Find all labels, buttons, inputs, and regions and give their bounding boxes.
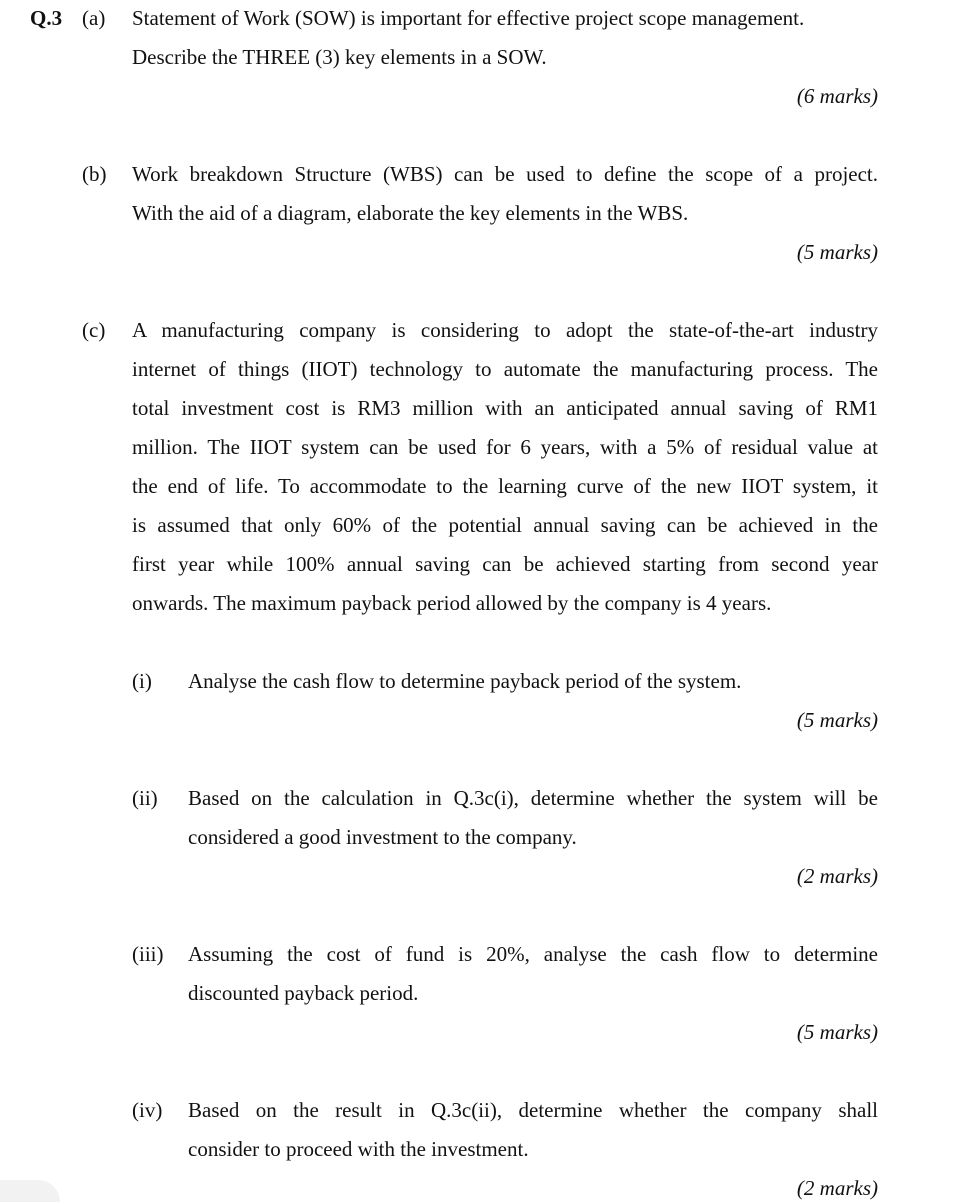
subpart-ii-label: (ii) bbox=[132, 786, 158, 810]
subpart-ii-line-1: Based on the calculation in Q.3c(i), determine whether the system will be bbox=[188, 786, 878, 810]
subpart-iv-line-2: consider to proceed with the investment. bbox=[188, 1137, 529, 1161]
page-corner-shadow bbox=[0, 1180, 60, 1202]
part-b-line-2: With the aid of a diagram, elaborate the key elements in the WBS. bbox=[132, 201, 689, 225]
subpart-i-label: (i) bbox=[132, 669, 152, 693]
part-a-line-2: Describe the THREE (3) key elements in a SOW. bbox=[132, 45, 547, 69]
part-c-line-6: is assumed that only 60% of the potential annual saving can be achieved in the bbox=[132, 513, 878, 537]
subpart-ii-line-2: considered a good investment to the company. bbox=[188, 825, 577, 849]
subpart-iii-label: (iii) bbox=[132, 942, 164, 966]
subpart-iii-line-2: discounted payback period. bbox=[188, 981, 419, 1005]
subpart-iv-line-1: Based on the result in Q.3c(ii), determine whether the company shall bbox=[188, 1098, 878, 1122]
part-c-line-2: internet of things (IIOT) technology to automate the manufacturing process. The bbox=[132, 357, 878, 381]
part-c-line-8: onwards. The maximum payback period allowed by the company is 4 years. bbox=[132, 591, 772, 615]
part-c-label: (c) bbox=[82, 318, 106, 342]
subpart-ii-marks: (2 marks) bbox=[796, 864, 878, 888]
part-a-line-1: Statement of Work (SOW) is important for effective project scope management. bbox=[132, 6, 805, 30]
part-c-line-3: total investment cost is RM3 million with an anticipated annual saving of RM1 bbox=[132, 396, 878, 420]
subpart-iii-line-1: Assuming the cost of fund is 20%, analyse the cash flow to determine bbox=[188, 942, 878, 966]
part-c-line-4: million. The IIOT system can be used for 6 years, with a 5% of residual value at bbox=[132, 435, 878, 459]
part-b-marks: (5 marks) bbox=[796, 240, 878, 264]
part-c-line-1: A manufacturing company is considering to adopt the state-of-the-art industry bbox=[132, 318, 878, 342]
subpart-i-line-1: Analyse the cash flow to determine payback period of the system. bbox=[188, 669, 742, 693]
subpart-iv-marks: (2 marks) bbox=[796, 1176, 878, 1200]
subpart-iii-marks: (5 marks) bbox=[796, 1020, 878, 1044]
part-b-line-1: Work breakdown Structure (WBS) can be used to define the scope of a project. bbox=[132, 162, 878, 186]
part-c-line-5: the end of life. To accommodate to the learning curve of the new IIOT system, it bbox=[132, 474, 878, 498]
part-b-label: (b) bbox=[82, 162, 107, 186]
subpart-i-marks: (5 marks) bbox=[796, 708, 878, 732]
part-c-line-7: first year while 100% annual saving can be achieved starting from second year bbox=[132, 552, 878, 576]
subpart-iv-label: (iv) bbox=[132, 1098, 163, 1122]
part-a-marks: (6 marks) bbox=[796, 84, 878, 108]
question-number: Q.3 bbox=[30, 6, 63, 30]
part-a-label: (a) bbox=[82, 6, 106, 30]
